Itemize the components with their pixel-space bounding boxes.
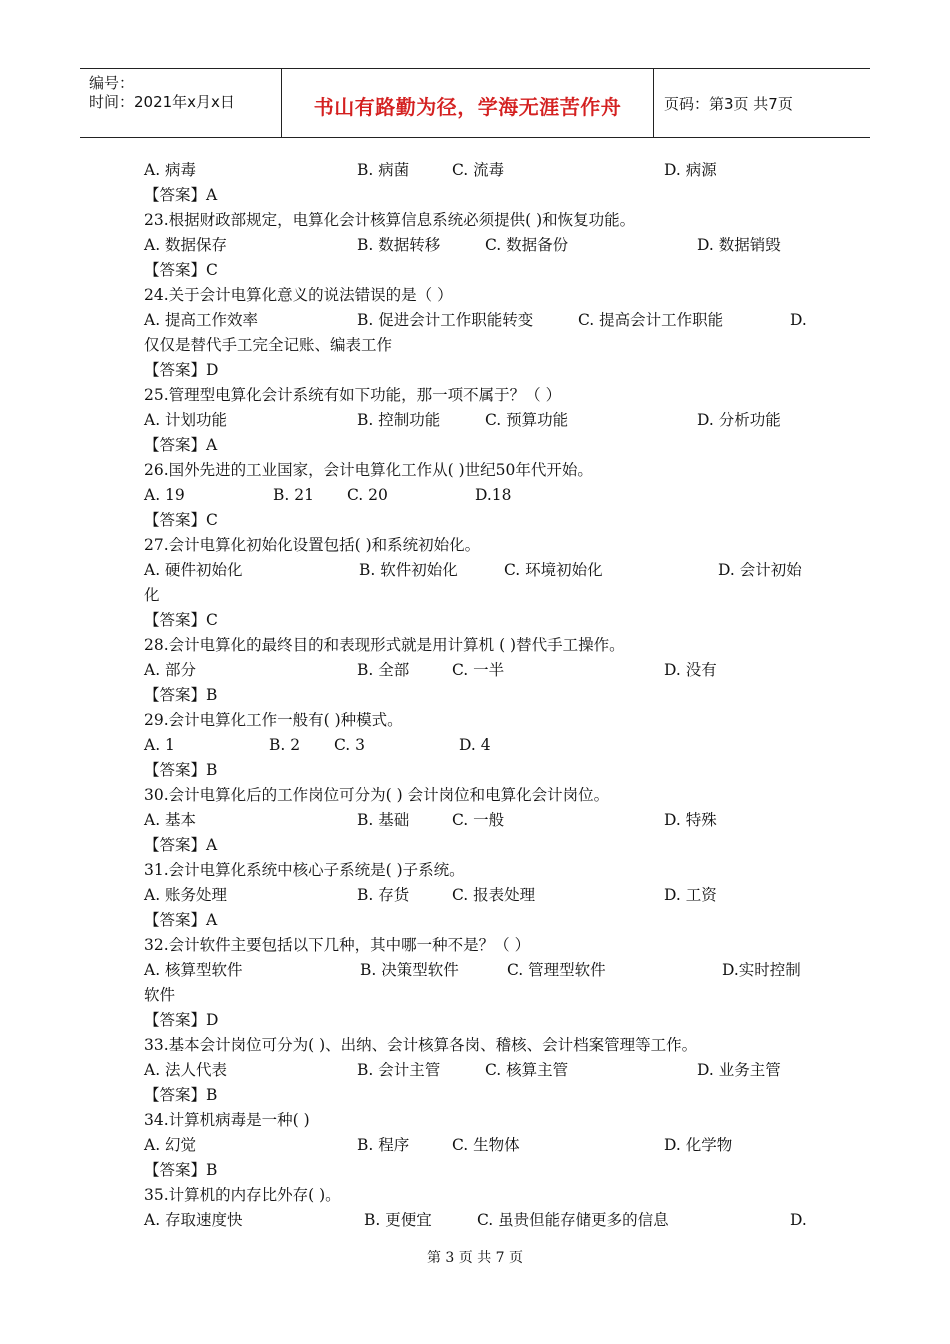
- question-text: 32.会计软件主要包括以下几种，其中哪一种不是？（ ）: [144, 936, 531, 954]
- option-d: D.实时控制: [722, 961, 801, 979]
- options-row: [144, 408, 814, 433]
- option-b: B. 数据转移: [357, 236, 441, 254]
- option-c: C. 数据备份: [485, 236, 569, 254]
- answer-line: 【答案】D: [144, 361, 219, 379]
- option-d: D. 病源: [664, 161, 717, 179]
- question-list: [144, 158, 814, 1233]
- option-b: B. 决策型软件: [360, 961, 459, 979]
- answer-line: 【答案】C: [144, 611, 218, 629]
- answer-line: 【答案】B: [144, 1086, 218, 1104]
- option-d: D.: [790, 311, 807, 329]
- option-b: B. 更便宜: [364, 1211, 432, 1229]
- option-c: C. 报表处理: [452, 886, 536, 904]
- option-c: C. 管理型软件: [507, 961, 606, 979]
- option-d: D. 工资: [664, 886, 717, 904]
- options-row: [144, 733, 814, 758]
- question-text: 25.管理型电算化会计系统有如下功能，那一项不属于？（ ）: [144, 386, 562, 404]
- option-d: D. 特殊: [664, 811, 717, 829]
- question-text: 26.国外先进的工业国家，会计电算化工作从( )世纪50年代开始。: [144, 461, 593, 479]
- option-c: C. 核算主管: [485, 1061, 569, 1079]
- number-label: 编号：: [89, 74, 135, 92]
- option-c: C. 生物体: [452, 1136, 520, 1154]
- header-motto-cell: [282, 69, 654, 137]
- answer-line: 【答案】A: [144, 911, 218, 929]
- answer-line: 【答案】B: [144, 761, 218, 779]
- page-footer: 第 3 页 共 7 页: [426, 1250, 524, 1266]
- header-meta-cell: [80, 69, 282, 137]
- answer-line: 【答案】C: [144, 261, 218, 279]
- option-c: C. 3: [334, 736, 366, 754]
- option-c: C. 预算功能: [485, 411, 569, 429]
- options-row: [144, 483, 814, 508]
- question-text: 27.会计电算化初始化设置包括( )和系统初始化。: [144, 536, 481, 554]
- option-b: B. 存货: [357, 886, 410, 904]
- option-b: B. 程序: [357, 1136, 410, 1154]
- option-d: D. 没有: [664, 661, 717, 679]
- option-a: A. 账务处理: [144, 886, 228, 904]
- option-d: D.: [790, 1211, 807, 1229]
- option-b: B. 全部: [357, 661, 410, 679]
- options-row: [144, 308, 814, 333]
- header-page-cell: [654, 69, 870, 137]
- options-row: [144, 558, 814, 583]
- option-d: D.18: [475, 486, 512, 504]
- option-d: D. 分析功能: [697, 411, 781, 429]
- answer-line: 【答案】A: [144, 836, 218, 854]
- question-text: 35.计算机的内存比外存( )。: [144, 1186, 341, 1204]
- answer-line: 【答案】C: [144, 511, 218, 529]
- option-c: C. 流毒: [452, 161, 505, 179]
- option-a: A. 基本: [144, 811, 197, 829]
- question-text: 30.会计电算化后的工作岗位可分为( ) 会计岗位和电算化会计岗位。: [144, 786, 610, 804]
- option-continuation: 仅仅是替代手工完全记账、编表工作: [144, 336, 393, 354]
- answer-line: 【答案】A: [144, 436, 218, 454]
- options-row: [144, 883, 814, 908]
- option-c: C. 20: [347, 486, 388, 504]
- option-a: A. 存取速度快: [144, 1211, 243, 1229]
- option-a: A. 计划功能: [144, 411, 228, 429]
- page-info: 页码：第3页 共7页: [664, 95, 793, 113]
- option-c: C. 一半: [452, 661, 505, 679]
- options-row: [144, 658, 814, 683]
- option-d: D. 数据销毁: [697, 236, 781, 254]
- question-text: 23.根据财政部规定，电算化会计核算信息系统必须提供( )和恢复功能。: [144, 211, 636, 229]
- option-a: A. 1: [144, 736, 175, 754]
- option-continuation: 软件: [144, 986, 176, 1004]
- option-c: C. 虽贵但能存储更多的信息: [477, 1211, 669, 1229]
- option-b: B. 病菌: [357, 161, 410, 179]
- option-a: A. 法人代表: [144, 1061, 228, 1079]
- question-text: 29.会计电算化工作一般有( )种模式。: [144, 711, 403, 729]
- motto-text: 书山有路勤为径，学海无涯苦作舟: [313, 95, 622, 119]
- options-row: [144, 1208, 814, 1233]
- option-a: A. 幻觉: [144, 1136, 197, 1154]
- option-a: A. 提高工作效率: [144, 311, 259, 329]
- options-row: [144, 1058, 814, 1083]
- page-header: [80, 68, 870, 138]
- option-a: A. 数据保存: [144, 236, 228, 254]
- question-text: 31.会计电算化系统中核心子系统是( )子系统。: [144, 861, 465, 879]
- answer-line: 【答案】A: [144, 186, 218, 204]
- option-a: A. 硬件初始化: [144, 561, 243, 579]
- question-text: 34.计算机病毒是一种( ): [144, 1111, 310, 1129]
- answer-line: 【答案】B: [144, 1161, 218, 1179]
- option-a: A. 核算型软件: [144, 961, 243, 979]
- option-b: B. 软件初始化: [359, 561, 458, 579]
- answer-line: 【答案】D: [144, 1011, 219, 1029]
- options-row: [144, 1133, 814, 1158]
- answer-line: 【答案】B: [144, 686, 218, 704]
- option-b: B. 会计主管: [357, 1061, 441, 1079]
- option-continuation: 化: [144, 586, 160, 604]
- time-label: 时间：2021年x月x日: [89, 93, 235, 111]
- question-text: 24.关于会计电算化意义的说法错误的是（ ）: [144, 286, 453, 304]
- option-d: D. 4: [459, 736, 491, 754]
- option-c: C. 一般: [452, 811, 505, 829]
- option-d: D. 会计初始: [718, 561, 802, 579]
- option-a: A. 部分: [144, 661, 197, 679]
- option-b: B. 基础: [357, 811, 410, 829]
- option-d: D. 化学物: [664, 1136, 733, 1154]
- option-a: A. 19: [144, 486, 185, 504]
- option-c: C. 提高会计工作职能: [578, 311, 724, 329]
- options-row: [144, 808, 814, 833]
- option-b: B. 2: [269, 736, 301, 754]
- option-b: B. 21: [273, 486, 314, 504]
- option-b: B. 控制功能: [357, 411, 441, 429]
- option-a: A. 病毒: [144, 161, 197, 179]
- options-row: [144, 233, 814, 258]
- question-text: 33.基本会计岗位可分为( )、出纳、会计核算各岗、稽核、会计档案管理等工作。: [144, 1036, 698, 1054]
- option-d: D. 业务主管: [697, 1061, 781, 1079]
- options-row: [144, 958, 814, 983]
- options-row: [144, 158, 814, 183]
- option-b: B. 促进会计工作职能转变: [357, 311, 534, 329]
- option-c: C. 环境初始化: [504, 561, 603, 579]
- question-text: 28.会计电算化的最终目的和表现形式就是用计算机 ( )替代手工操作。: [144, 636, 625, 654]
